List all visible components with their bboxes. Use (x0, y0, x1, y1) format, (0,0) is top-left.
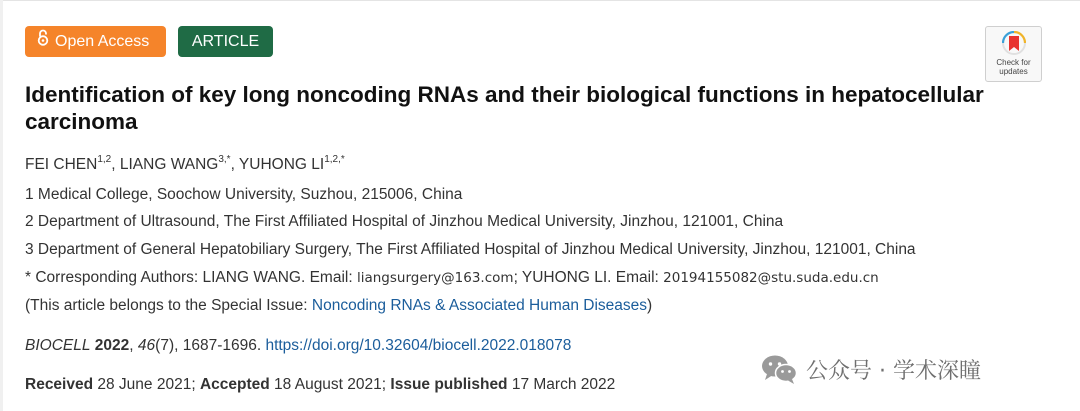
doi-link[interactable]: https://doi.org/10.32604/biocell.2022.018078 (265, 337, 572, 354)
special-issue-note: (This article belongs to the Special Issue: Noncoding RNAs & Associated Human Diseases) (25, 297, 653, 314)
article-type-badge (178, 26, 273, 57)
email-link[interactable]: 20194155082@stu.suda.edu.cn (663, 270, 879, 286)
email-link[interactable]: liangsurgery@163.com (356, 270, 514, 286)
check-for-updates-label: Check for updates (996, 58, 1031, 76)
journal-name: BIOCELL (25, 337, 91, 354)
top-divider (0, 0, 1080, 1)
affiliation-2: 2 Department of Ultrasound, The First Affiliated Hospital of Jinzhou Medical University, Jinzhou, 121001, China (25, 213, 784, 230)
open-lock-icon (37, 26, 49, 57)
wechat-icon (760, 353, 798, 385)
corresponding-authors: * Corresponding Authors: LIANG WANG. Email: liangsurgery@163.com; YUHONG LI. Email: 20194155082@stu.suda.edu.cn (25, 269, 879, 286)
citation-issue-pages: (7), 1687-1696. (155, 337, 266, 354)
affiliation-1: 1 Medical College, Soochow University, Suzhou, 215006, China (25, 186, 463, 203)
check-for-updates-button[interactable] (985, 26, 1042, 82)
citation: BIOCELL 2022, 46(7), 1687-1696. https://doi.org/10.32604/biocell.2022.018078 (25, 337, 572, 354)
article-title: Identification of key long noncoding RNAs and their biological functions in hepatocellular carcinoma (25, 82, 984, 134)
watermark-text: 公众号 · 学术深瞳 (806, 358, 981, 384)
author-name[interactable]: LIANG WANG (119, 156, 219, 173)
publication-dates: Received 28 June 2021; Accepted 18 August 2021; Issue published 17 March 2022 (25, 376, 616, 393)
special-issue-link[interactable]: Noncoding RNAs & Associated Human Diseases (311, 297, 648, 314)
author-list: FEI CHEN$^{1,2}$, LIANG $WANG^{3,*}$, YUHONG $LI^{1,2,*}$ (25, 153, 345, 173)
open-access-badge[interactable] (25, 26, 166, 57)
article-type-label: ARTICLE (191, 33, 260, 50)
citation-year: 2022 (94, 337, 130, 354)
author-name[interactable]: FEI CHEN (25, 156, 98, 173)
watermark (760, 351, 981, 387)
citation-volume: 46 (137, 337, 156, 354)
affiliation-3: 3 Department of General Hepatobiliary Surgery, The First Affiliated Hospital of Jinzhou Medical University, Jinzhou, 121001, China (25, 241, 916, 258)
bookmark-ribbon-icon (1002, 31, 1026, 57)
author-affiliation-marker: 1,2 (97, 153, 112, 165)
author-affiliation-marker: 3,* (218, 153, 231, 165)
open-access-label: Open Access (55, 33, 150, 50)
author-affiliation-marker: 1,2,* (324, 153, 345, 165)
left-border (0, 0, 3, 411)
author-name[interactable]: YUHONG LI (238, 156, 325, 173)
